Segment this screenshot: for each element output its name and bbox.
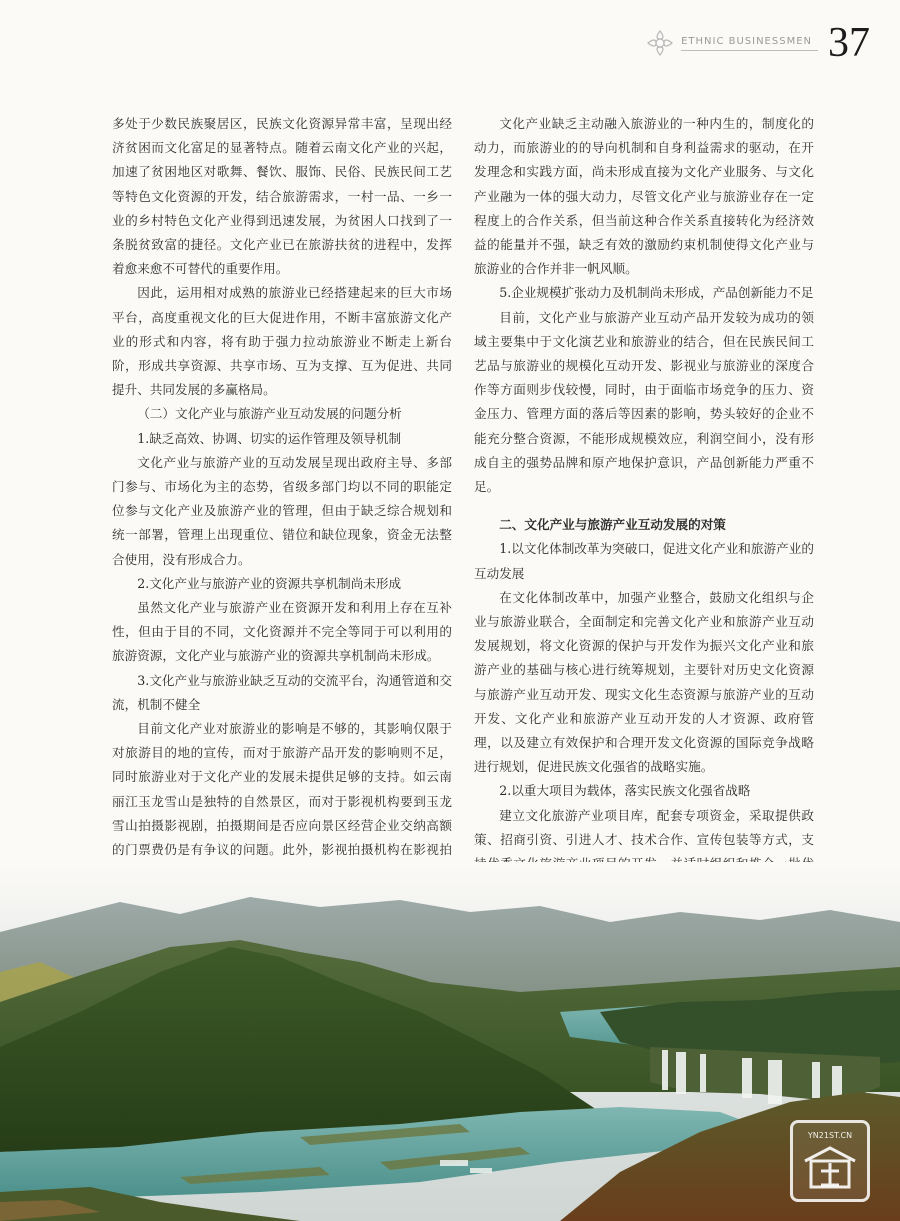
point-heading: 5.企业规模扩张动力及机制尚未形成，产品创新能力不足 [499,285,814,301]
magazine-name: ETHNIC BUSINESSMEN [681,36,818,51]
section-heading: 二、文化产业与旅游产业互动发展的对策 [499,517,726,533]
paragraph: 目前，文化产业与旅游产业互动产品开发较为成功的领域主要集中于文化演艺业和旅游业的结合，但在民族民间工艺品与旅游业的规模化互动开发、影视业与旅游业的深度合作等方面则步伐较慢，同时，由于面临市场竞争的压力、资金压力、管理方面的落后等因素的影响，势头较好的企业不能充分整合资源，不能形成规模效应，利润空间小，没有形成自主的强势品牌和原产地保护意识，产品创新能力严重不足。 [474,309,814,495]
watermark-text: YN21ST.CN [807,1131,853,1140]
paragraph: 建立文化旅游产业项目库，配套专项资金，采取提供政策、招商引资、引进人才、技术合作、宣传包装等方式，支 [474,807,814,847]
point-heading: 3.文化产业与旅游业缺乏互动的交流平台，沟通管道和交流，机制不健全 [112,672,452,712]
page-number: 37 [828,20,870,66]
page-header [645,18,870,68]
section-subheading: （二）文化产业与旅游产业互动发展的问题分析 [137,406,402,422]
site-watermark [790,1120,870,1202]
paragraph: 目前文化产业对旅游业的影响是不够的，其影响仅限于对旅游目的地的宣传，而对于旅游产品开发的影响则不足，同时旅游业对于文化产业的发展未提供足够的支持。如云南丽江玉龙雪山是独特的自然景区，而对于影视机构要到玉龙雪山拍摄影视剧，拍摄期间是否应向景区经营企业交纳高额的门票费仍是有争议的问题。此外，影视拍摄机构在影视拍 [112,721,452,858]
paragraph: 在文化体制改革中，加强产业整合，鼓励文化组织与企业与旅游业联合，全面制定和完善文化产业和旅游产业互动发展规划，将文化资源的保护与开发作为振兴文化产业和旅游产业的基础与核心进行统筹规划，主要针对历史文化资源与旅游产业互动开发、现实文化生态资源与旅游产业的互动开发、文化产业和旅游产业互动开发的人才资源、政府管理，以及建立有效保护和合理开发文化资源的国际竞争战略进行规划，促进民族文化强省的战略实施。 [474,589,814,775]
paragraph: 文化产业与旅游产业的互动发展呈现出政府主导、多部门参与、市场化为主的态势，省级多部门均以不同的职能定位参与文化产业及旅游产业的管理，但由于缺乏综合规划和统一部署，管理上出现重位、错位和缺位现象，资金无法整合使用，没有形成合力。 [112,454,452,567]
paragraph: 虽然文化产业与旅游产业在资源开发和利用上存在互补性，但由于目的不同，文化资源并不完全等同于可以利用的旅游资源，文化产业与旅游产业的资源共享机制尚未形成。 [112,600,452,664]
paragraph: 多处于少数民族聚居区，民族文化资源异常丰富，呈现出经济贫困而文化富足的显著特点。随着云南文化产业的兴起，加速了贫困地区对歌舞、餐饮、服饰、民俗、民族民间工艺等特色文化资源的开发，结合旅游需求，一村一品、一乡一业的乡村特色文化产业得到迅速发展，为贫困人口找到了一条脱贫致富的捷径。文化产业已在旅游扶贫的进程中，发挥着愈来愈不可替代的重要作用。 [112,116,452,277]
paragraph: 文化产业缺乏主动融入旅游业的一种内生的，制度化的动力，而旅游业的的导向机制和自身利益需求的驱动，在开发理念和实践方面，尚未形成直接为文化产业服务、与文化产业融为一体的强大动力，尽管文化产业与旅游业存在一定程度上的合作关系，但当前这种合作关系直接转化为经济效益的能量并不强，缺乏有效的激励约束机制使得文化产业与旅游业的合作并非一帆风顺。 [474,116,814,277]
landscape-photo [0,862,900,1221]
point-heading: 1.缺乏高效、协调、切实的运作管理及领导机制 [137,430,402,446]
paragraph: 因此，运用相对成熟的旅游业已经搭建起来的巨大市场平台，高度重视文化的巨大促进作用，不断丰富旅游文化产业的形式和内容，将有助于强力拉动旅游业不断走上新台阶，形成共享资源、共享市场、互为支撑、互为促进、共同提升、共同发展的多赢格局。 [112,285,452,398]
flower-emblem-icon [645,28,675,58]
point-heading: 2.以重大项目为载体，落实民族文化强省战略 [499,783,751,799]
house-seal-icon [801,1145,859,1191]
point-heading: 2.文化产业与旅游产业的资源共享机制尚未形成 [137,575,402,591]
point-heading: 1.以文化体制改革为突破口，促进文化产业和旅游产业的互动发展 [474,541,814,581]
